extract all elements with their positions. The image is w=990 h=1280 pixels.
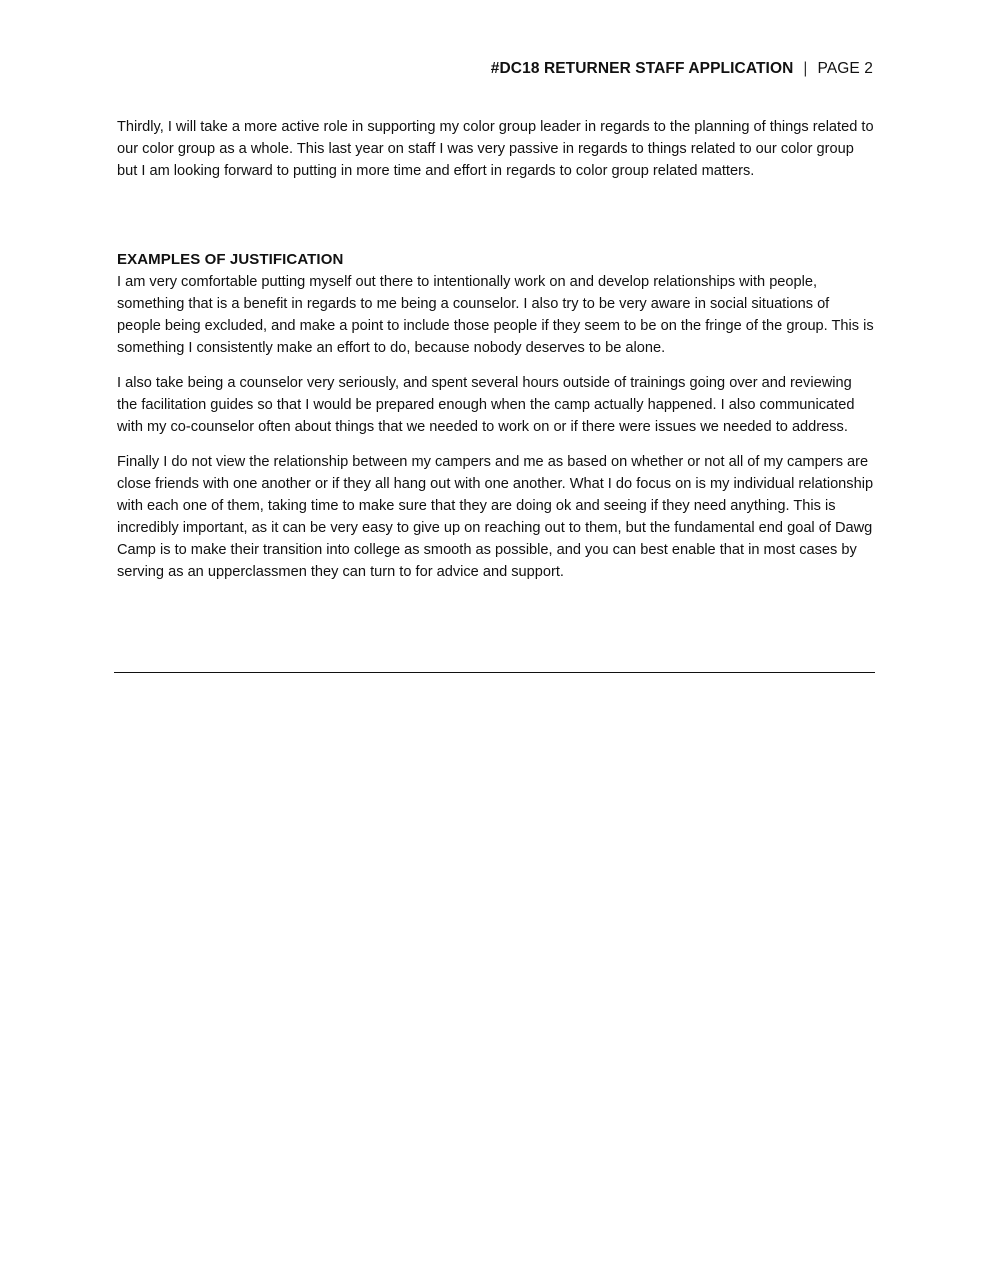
intro-paragraph: Thirdly, I will take a more active role in supporting my color group leader in regards to the planning of things related to our color group as a whole. This last year on staff I was very passive in regards to things related to our color group but I am looking forward to putting in more time and effort in regards to color group related matters. bbox=[117, 119, 874, 179]
body-paragraph: Finally I do not view the relationship between my campers and me as based on whether or not all of my campers are close friends with one another or if they all hang out with one another. What I do focus on is my individual relationship with each one of them, taking time to make sure that they are doing ok and seeing if they need anything. This is incredibly important, as it can be very easy to give up on reaching out to them, but the fundamental end goal of Dawg Camp is to make their transition into college as smooth as possible, and you can best enable that in most cases by serving as an upperclassmen they can turn to for advice and support. bbox=[117, 454, 874, 580]
section-body bbox=[117, 271, 875, 583]
document-body bbox=[117, 116, 875, 583]
header-separator: | bbox=[803, 60, 808, 77]
body-paragraph: I am very comfortable putting myself out there to intentionally work on and develop relationships with people, something that is a benefit in regards to me being a counselor. I also try to be very aware in social situations of people being excluded, and make a point to include those people if they seem to be on the fringe of the group. This is something I consistently make an effort to do, because nobody deserves to be alone. bbox=[117, 274, 874, 356]
document-title: #DC18 RETURNER STAFF APPLICATION bbox=[490, 60, 794, 77]
horizontal-divider bbox=[114, 672, 875, 673]
page-number: PAGE 2 bbox=[817, 60, 873, 77]
body-paragraph: I also take being a counselor very seriously, and spent several hours outside of trainings going over and reviewing the facilitation guides so that I would be prepared enough when the camp actually happened. I also communicated with my co-counselor often about things that we needed to work on or if there were issues we needed to address. bbox=[117, 375, 855, 435]
section-heading: EXAMPLES OF JUSTIFICATION bbox=[117, 251, 344, 268]
page-header bbox=[491, 58, 873, 80]
